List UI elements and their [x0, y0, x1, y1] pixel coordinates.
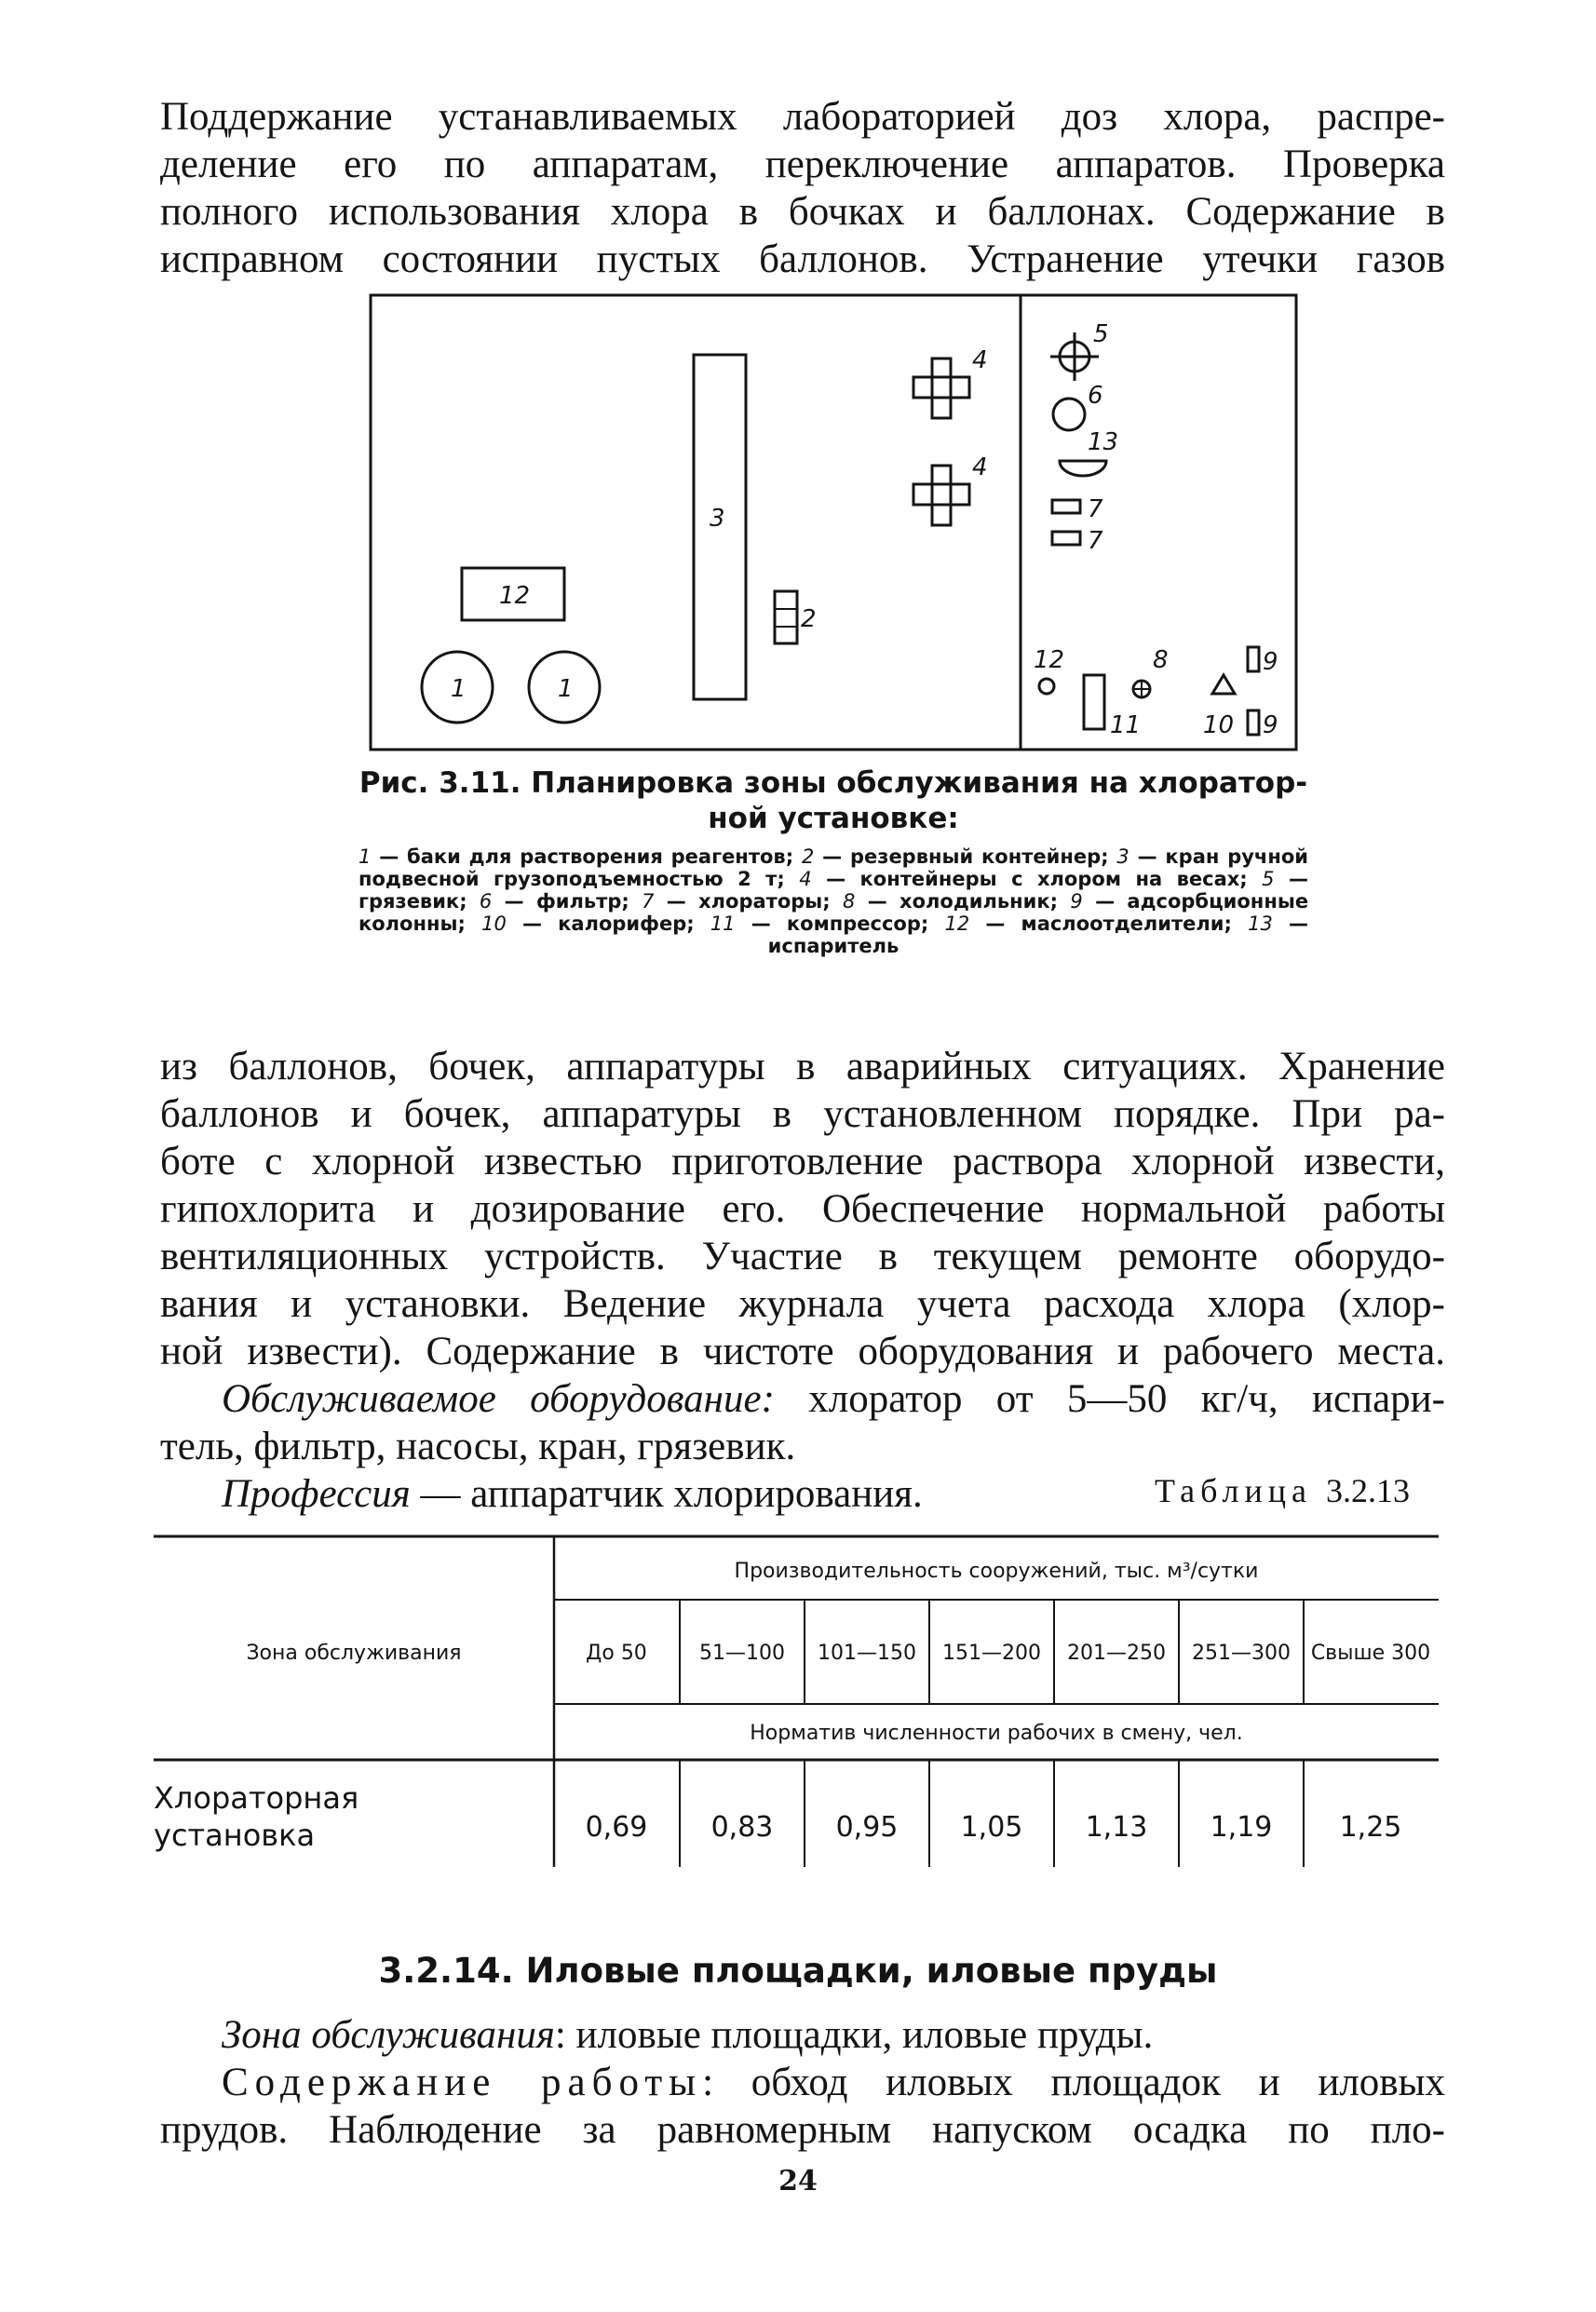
- oil-separator-shape: [1039, 679, 1054, 694]
- section-heading: 3.2.14. Иловые площадки, иловые пруды: [378, 1951, 1218, 1991]
- reserve-container-label: 2: [801, 605, 817, 633]
- work-line: прудов. Наблюдение за равномерным напуском осадка по пло-: [160, 2108, 1445, 2152]
- table-cell: 0,95: [835, 1811, 899, 1844]
- heater-label: 10: [1203, 711, 1235, 739]
- column-header: 151—200: [942, 1642, 1041, 1665]
- column-header: 101—150: [818, 1642, 916, 1665]
- zone-line: Зона обслуживания: иловые площадки, иловые пруды.: [222, 2013, 1154, 2057]
- work-line: Содержание работы: обход иловых площадок и иловых: [222, 2061, 1445, 2104]
- column-header: 251—300: [1192, 1642, 1291, 1665]
- filter-shape: [1053, 399, 1085, 430]
- table-cell: 1,05: [960, 1811, 1023, 1844]
- chlorine-container-shape: [913, 466, 969, 525]
- text-line: полного использования хлора в бочках и баллонах. Содержание в: [160, 190, 1445, 234]
- caption-legend: 1 — баки для растворения реагентов; 2 — резервный контейнер; 3 — кран ручной подвесной грузоподъемностью 2 т; 4 — контейнеры с хлором на весах; 5 — грязевик; 6 — фильтр; 7 — хлораторы; 8 — холодильник; 9 — адсорбционные колонны; 10 — калорифер; 11 — компрессор; 12 — маслоотделители; 13 — испаритель: [358, 845, 1309, 957]
- norm-header: Норматив численности рабочих в смену, чел.: [750, 1722, 1243, 1745]
- chlorinator-label: 7: [1088, 527, 1103, 555]
- caption-title-line: Рис. 3.11. Планировка зоны обслуживания на хлоратор-: [358, 766, 1308, 800]
- capacity-header: Производительность сооружений, тыс. м³/сутки: [734, 1560, 1259, 1583]
- heater-shape: [1212, 675, 1235, 694]
- cooler-shape: [1133, 681, 1150, 697]
- adsorber-label: 9: [1263, 711, 1278, 739]
- text-line: вентиляционных устройств. Участие в текущем ремонте оборудо-: [160, 1235, 1445, 1278]
- adsorber-shape: [1248, 647, 1259, 671]
- crane-label: 3: [710, 505, 725, 533]
- table-label: Таблица 3.2.13: [1155, 1472, 1410, 1509]
- zone-header: Зона обслуживания: [246, 1642, 462, 1665]
- evaporator-shape: [1060, 461, 1106, 476]
- evaporator-label: 13: [1088, 428, 1119, 456]
- filter-label: 6: [1088, 382, 1103, 410]
- text-line: боте с хлорной известью приготовление раствора хлорной извести,: [160, 1140, 1445, 1183]
- table-cell: 0,69: [585, 1811, 648, 1844]
- text-line: деление его по аппаратам, переключение аппаратов. Проверка: [160, 142, 1445, 186]
- column-header: Свыше 300: [1310, 1642, 1431, 1665]
- compressor-shape: [1084, 675, 1104, 729]
- reagent-tank-label: 1: [451, 675, 467, 703]
- column-header: 51—100: [699, 1642, 785, 1665]
- row-label: Хлораторная: [154, 1780, 359, 1816]
- figure-caption: [358, 765, 1308, 957]
- adsorber-shape: [1248, 710, 1259, 735]
- equipment-line: Обслуживаемое оборудование: хлоратор от 5—50 кг/ч, испари-: [222, 1377, 1445, 1421]
- chlorine-container-label: 4: [972, 346, 988, 374]
- page-number: 24: [778, 2165, 818, 2197]
- reagent-tank-label: 1: [558, 675, 574, 703]
- mud-trap-shape: [1050, 332, 1099, 381]
- text-line: Поддержание устанавливаемых лабораторией доз хлора, распре-: [160, 95, 1445, 139]
- text-line: гипохлорита и дозирование его. Обеспечение нормальной работы: [160, 1187, 1445, 1231]
- table-cell: 0,83: [710, 1811, 774, 1844]
- equipment-line: тель, фильтр, насосы, кран, грязевик.: [160, 1425, 796, 1468]
- column-header: 201—250: [1067, 1642, 1166, 1665]
- reserve-container-shape: [775, 591, 797, 643]
- cooler-label: 8: [1153, 646, 1169, 674]
- table-cell: 1,19: [1210, 1811, 1273, 1844]
- chlorine-container-label: 4: [972, 453, 988, 481]
- text-line: вания и установки. Ведение журнала учета расхода хлора (хлор-: [160, 1282, 1445, 1326]
- row-label: установка: [154, 1818, 316, 1853]
- oil-separator-label: 12: [499, 582, 531, 610]
- table-cell: 1,25: [1339, 1811, 1402, 1844]
- caption-title-line: ной установке:: [708, 802, 959, 835]
- text-line: ной извести). Содержание в чистоте оборудования и рабочего места.: [160, 1330, 1445, 1373]
- chlorinator-layout-figure: [369, 293, 1298, 751]
- column-header: До 50: [586, 1642, 647, 1665]
- chlorinator-shape: [1052, 500, 1080, 513]
- compressor-label: 11: [1110, 711, 1142, 739]
- equipment-label: Обслуживаемое оборудование:: [222, 1377, 775, 1421]
- chlorinator-label: 7: [1088, 495, 1103, 523]
- text-line: исправном состоянии пустых баллонов. Устранение утечки газов: [160, 237, 1445, 281]
- work-label: Содержание работы: [222, 2061, 703, 2104]
- text-line: баллонов и бочек, аппаратуры в установленном порядке. При ра-: [160, 1092, 1445, 1136]
- profession-line: Профессия — аппаратчик хлорирования.: [222, 1472, 923, 1516]
- profession-label: Профессия: [222, 1472, 411, 1516]
- chlorinator-shape: [1052, 532, 1080, 545]
- chlorine-container-shape: [913, 358, 969, 418]
- oil-separator-label: 12: [1034, 646, 1065, 674]
- mud-trap-label: 5: [1093, 320, 1109, 348]
- figure-frame: [371, 295, 1296, 750]
- table-cell: 1,13: [1085, 1811, 1148, 1844]
- text-line: из баллонов, бочек, аппаратуры в аварийных ситуациях. Хранение: [160, 1045, 1445, 1088]
- adsorber-label: 9: [1263, 648, 1278, 676]
- staffing-table: [149, 1527, 1443, 1872]
- zone-label: Зона обслуживания: [222, 2013, 555, 2057]
